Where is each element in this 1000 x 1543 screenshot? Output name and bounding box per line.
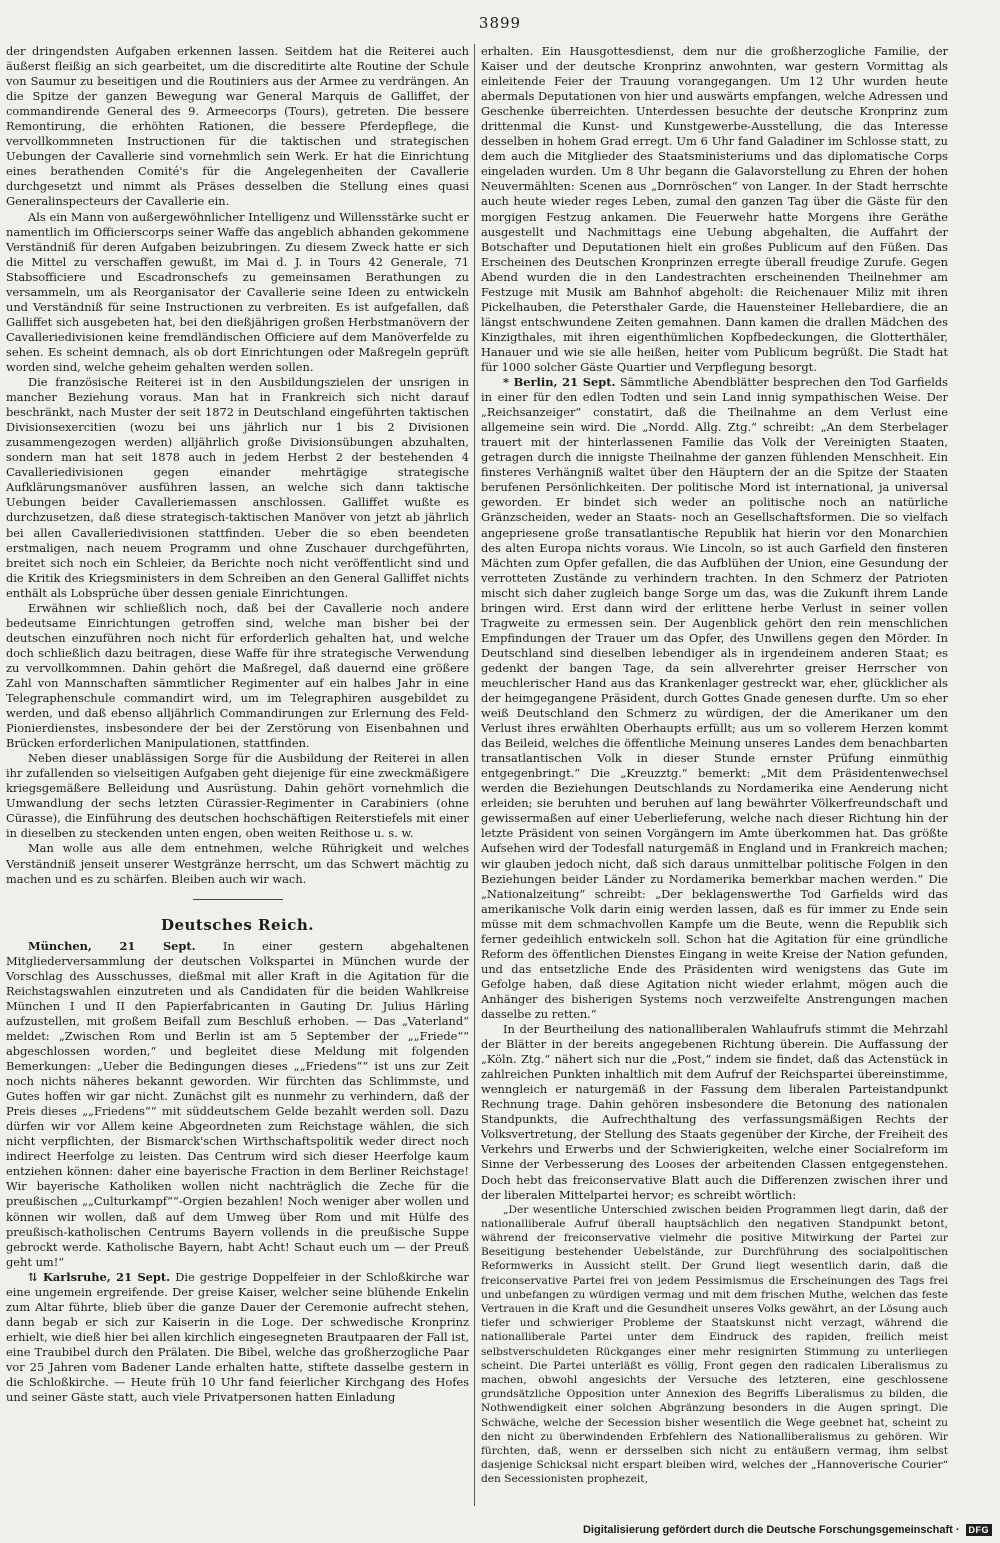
news-item-karlsruhe [6, 1270, 469, 1405]
column-divider [474, 44, 475, 1506]
right-column [481, 44, 948, 1506]
dateline: München, 21 Sept. [28, 938, 196, 953]
news-item-muenchen [6, 939, 469, 1270]
news-item-berlin [481, 375, 948, 1022]
article-paragraph: Neben dieser unablässigen Sorge für die Ausbildung der Reiterei in allen ihr zufallenden so vielseitigen Aufgaben geht diejenige für eine zweckmäßigere kriegsgemäßere Belleidung und Ausrüstung. Dahin gehört vornehmlich die Umwandlung der sechs letzten Cürassier-Regimenter in Carabiniers (ohne Cürasse), die Einführung des deutschen hochschäftigen Reiterstiefels mit einer in dieselben zu steckenden unten engen, oben weiten Reithose u. s. w. [6, 751, 469, 841]
news-text: Sämmtliche Abendblätter besprechen den Tod Garfields in einer für den edlen Todten und sein Land innig sympathischen Weise. Der „Reichsanzeiger“ constatirt, daß die Theilnahme an dem Verlust eine allgemeine sein wird. Die „Nordd. Allg. Ztg.“ schreibt: „An dem Sterbelager trauert mit der hinterlassenen Familie das Volk der Vereinigten Staaten, getragen durch die innigste Theilnahme der ganzen fühlenden Menschheit. Ein finsteres Verhängniß waltet über den Häuptern der an die Spitze der Staaten berufenen Persönlichkeiten. Der politische Mord ist international, ja universal geworden. Er bindet sich weder an politische noch an natürliche Gränzscheiden, weder an Staats- noch an Gesellschaftsformen. Die so vielfach angepriesene große transatlantische Republik hat hierin vor den Monarchien des alten Europa nichts voraus. Wie Lincoln, so ist auch Garfield den finsteren Mächten zum Opfer gefallen, die das Aufblühen der Union, eine Gesundung der verrotteten Zustände zu verhindern trachten. In den Schmerz der Patrioten mischt sich daher zugleich bange Sorge um das, was die Zukunft ihrem Lande bringen wird. Erst dann wird der erlittene herbe Verlust in seiner vollen Tragweite zu ermessen sein. Der Augenblick gehört den rein menschlichen Empfindungen der Trauer um das Opfer, des Unwillens gegen den Mörder. In Deutschland sind dieselben lebendiger als in irgendeinem anderen Staat; es gedenkt der bangen Tage, da sein allverehrter greiser Herrscher von meuchlerischer Hand aus das Krankenlager gestreckt war, eher, glücklicher als der heimgegangene Präsident, durch Gottes Gnade genesen durfte. Um so eher weiß Deutschland den Schmerz zu würdigen, der die Amerikaner um den Verlust ihres erwählten Oberhaupts erfüllt; aus um so vollerem Herzen kommt das Beileid, welches die öffentliche Meinung unseres Landes dem benachbarten transatlantischen Volk in dieser Stunde ernster Prüfung einmüthig entgegenbringt.“ Die „Kreuzztg.“ bemerkt: „Mit dem Präsidentenwechsel werden die Beziehungen Deutschlands zu Nordamerika eine Aenderung nicht erleiden; sie beruhten und beruhen auf lang bewährter Völkerfreundschaft und gewissermaßen auf einer Ueberlieferung, welche nach dieser Richtung hin der letzte Präsident von seinen Vorgängern im Amte überkommen hat. Das größte Aufsehen wird der Todesfall naturgemäß in England und in Frankreich machen; wir glauben jedoch nicht, daß sich daraus unmittelbar politische Folgen in den Beziehungen beider Länder zu Nordamerika bemerkbar machen werden.“ Die „Nationalzeitung“ schreibt: „Der beklagenswerthe Tod Garfields wird das amerikanische Volk darin einig werden lassen, daß es für immer zu Ende sein müsse mit dem schmachvollen Kampfe um die Beute, wenn die Republik sich ferner gedeihlich entwickeln soll. Schon hat die Agitation für eine gründliche Reform des öffentlichen Dienstes Eingang in weite Kreise der Nation gefunden, und das entsetzliche Ende des Präsidenten wird wenigstens das Gute im Gefolge haben, daß diese Agitation nicht wieder erlahmt, mögen auch die Anhänger des bisherigen Systems noch verzweifelte Anstrengungen machen dasselbe zu retten.“ [481, 375, 948, 1021]
article-paragraph: erhalten. Ein Hausgottesdienst, dem nur die großherzogliche Familie, der Kaiser und der deutsche Kronprinz anwohnten, war gestern Vormittag als einleitende Feier der Trauung vorangegangen. Um 12 Uhr wurden heute abermals Deputationen von hier und auswärts empfangen, welche Adressen und Geschenke überreichten. Unterdessen besuchte der deutsche Kronprinz zum drittenmal die Kunst- und Kunstgewerbe-Ausstellung, die das Interesse desselben in hohem Grad erregt. Um 6 Uhr fand Galadiner im Schlosse statt, zu dem auch die Mitglieder des Staatsministeriums und das diplomatische Corps eingeladen wurden. Um 8 Uhr begann die Galavorstellung zu Ehren der hohen Neuvermählten: Scenen aus „Dornröschen“ von Langer. In der Stadt herrschte auch heute wieder reges Leben, zumal den ganzen Tag über die Gäste für den morgigen Festzug ankamen. Die Feuerwehr hatte Morgens ihre Geräthe ausgestellt und Nachmittags eine Uebung abgehalten, die Auffahrt der Botschafter und Deputationen hielt ein großes Publicum auf den Füßen. Das Erscheinen des Deutschen Kronprinzen erregte überall freudige Zurufe. Gegen Abend wurden die in den Landestrachten erscheinenden Theilnehmer am Festzuge mit Musik am Bahnhof abgeholt: die Reichenauer Miliz mit ihren Pickelhauben, die Petersthaler Garde, die Hauensteiner Hellebardiere, die an längst entschwundene Zeiten gemahnen. Dann kamen die drallen Mädchen des Kinzigthales, mit ihren eigenthümlichen Kopfbedeckungen, die Glotterthäler, Hanauer und wie sie alle heißen, heiter vom Publicum begrüßt. Die Stadt hat für 1000 solcher Gäste Quartier und Verpflegung besorgt. [481, 44, 948, 374]
left-column [6, 44, 469, 1506]
dateline: * Berlin, 21 Sept. [503, 375, 616, 390]
news-text: Die gestrige Doppelfeier in der Schloßkirche war eine ungemein ergreifende. Der greise Kaiser, welcher seine blühende Enkelin zum Altar führte, blieb über die ganze Dauer der Ceremonie aufrecht stehen, dann begab er sich zur Kaiserin in die Loge. Der schwedische Kronprinz erhielt, wie dieß hier bei allen kirchlich eingesegneten Brautpaaren der Fall ist, eine Traubibel durch den Prälaten. Die Bibel, welche das großherzogliche Paar vor 25 Jahren vom Badener Lande erhalten hatte, stiftete dasselbe gestern in die Schloßkirche. — Heute früh 10 Uhr fand feierlicher Kirchgang des Hofes und seiner Gäste statt, auch viele Privatpersonen hatten Einladung [6, 1269, 469, 1405]
article-paragraph: Erwähnen wir schließlich noch, daß bei der Cavallerie noch andere bedeutsame Einrichtungen getroffen sind, welche man bisher bei der deutschen einzuführen noch nicht für erforderlich gehalten hat, und welche doch schließlich dazu beitragen, diese Waffe für ihre strategische Verwendung zu vervollkommnen. Dahin gehört die Maßregel, daß dauernd eine größere Zahl von Mannschaften sämmtlicher Regimenter auf ein halbes Jahr in eine Telegraphenschule commandirt wird, um im Telegraphiren ausgebildet zu werden, und daß ebenso alljährlich Commandirungen zur Erlernung des Feld-Pionierdienstes, insbesondere der bei der Zerstörung von Eisenbahnen und Brücken erforderlichen Manipulationen, stattfinden. [6, 600, 469, 751]
news-text: In einer gestern abgehaltenen Mitgliederversammlung der deutschen Volkspartei in München wurde der Vorschlag des Ausschusses, dießmal mit aller Kraft in die Agitation für die Reichstagswahlen einzutreten und als Candidaten für die beiden Wahlkreise München I und II den Papierfabricanten in Gauting Dr. Julius Härling aufzustellen, mit großem Beifall zum Beschluß erhoben. — Das „Vaterland“ meldet: „Zwischen Rom und Berlin ist am 5 September der „„Friede““ abgeschlossen worden,“ und begleitet diese Meldung mit folgenden Bemerkungen: „Ueber die Bedingungen dieses „„Friedens““ ist uns zur Zeit noch nichts näheres bekannt geworden. Wir fürchten das Schlimmste, und Gutes hoffen wir gar nicht. Zunächst gilt es nunmehr zu verhindern, daß der Preis dieses „„Friedens““ mit süddeutschem Gelde bezahlt werden soll. Dazu dürfen wir vor Allem keine Abgeordneten zum Reichstage wählen, die sich nicht verpflichten, der Bismarck'schen Wirthschaftspolitik weder direct noch indirect Heerfolge zu leisten. Das Centrum wird sich dieser Heerfolge kaum entziehen können: daher eine bayerische Fraction in dem Berliner Reichstage! Wir bayerische Katholiken wollen nicht nachträglich die Zeche für die preußischen „„Culturkampf““-Orgien bezahlen! Noch weniger aber wollen und können wir wollen, daß auf dem Umweg über Rom und mit Hülfe des preußisch-katholischen Centrums Bayern vollends in die preußische Suppe gebrockt werde. Katholische Bayern, habt Acht! Schaut euch um — der Preuß geht um!“ [6, 938, 469, 1269]
section-heading: Deutsches Reich. [160, 915, 315, 934]
digitization-footer [583, 1524, 992, 1536]
article-paragraph: In der Beurtheilung des nationalliberalen Wahlaufrufs stimmt die Mehrzahl der Blätter in der bereits angegebenen Richtung überein. Die Auffassung der „Köln. Ztg.“ nähert sich nur die „Post,“ indem sie findet, daß das Actenstück in zahlreichen Punkten inhaltlich mit dem Aufruf der Reichspartei übereinstimme, wenngleich er naturgemäß in der Fassung dem liberalen Parteistandpunkt Rechnung trage. Dahin gehören insbesondere die Betonung des nationalen Standpunkts, die Aufrechthaltung des verfassungsmäßigen Rechts der Volksvertretung, der Stellung des Staats gegenüber der Kirche, der Freiheit des Verkehrs und Erwerbs und der Schwierigkeiten, welche einer Socialreform im Sinne der Verbesserung des Looses der arbeitenden Classen entgegenstehen. Doch hebt das freiconservative Blatt auch die Differenzen zwischen ihrer und der liberalen Mittelpartei hervor; es schreibt wörtlich: [481, 1022, 948, 1202]
section-divider [193, 899, 283, 900]
page-number: 3899 [478, 14, 522, 32]
block-quote: „Der wesentliche Unterschied zwischen beiden Programmen liegt darin, daß der nationalliberale Aufruf überall hauptsächlich den negativen Standpunkt betont, während der freiconservative vielmehr die positive Mitwirkung der Partei zur Beseitigung bestehender Uebelstände, zur Durchführung des socialpolitischen Reformwerks in Aussicht stellt. Der Grund liegt wesentlich darin, daß die freiconservative Partei frei von jedem Pessimismus die Erscheinungen des Tags frei und unbefangen zu würdigen vermag und mit dem frischen Muthe, welchen das feste Vertrauen in die Kraft und die Gesundheit unseres Volks gewährt, an der Lösung auch tiefer und schwieriger Probleme der Staatskunst nicht verzagt, während die nationalliberale Partei unter dem Eindruck des rapiden, freilich meist selbstverschuldeten Rückganges einer mehr resignirten Stimmung zu unterliegen scheint. Die Partei unterläßt es völlig, Front gegen den radicalen Liberalismus zu machen, obwohl angesichts der Versuche des letzteren, eine geschlossene grundsätzliche Opposition unter Annexion des Begriffs Liberalismus zu bilden, die Nothwendigkeit einer solchen Abgränzung besonders in die Augen springt. Die Schwäche, welche der Secession bisher wesentlich die Wege geebnet hat, scheint zu den nicht zu überwindenden Erbfehlern des Nationalliberalismus zu gehören. Wir fürchten, daß, wenn er dersselben sich nicht zu entäußern vermag, ihm selbst dasjenige Schicksal nicht erspart bleiben wird, welches der „Hannoverische Courier“ den Secessionisten prophezeit, [481, 1203, 948, 1486]
article-paragraph: Man wolle aus alle dem entnehmen, welche Rührigkeit und welches Verständniß jenseit unserer Westgränze herrscht, um das Schwert mächtig zu machen und es zu schärfen. Bleiben auch wir wach. [6, 841, 469, 886]
article-paragraph: der dringendsten Aufgaben erkennen lassen. Seitdem hat die Reiterei auch äußerst fleißig an sich gearbeitet, um die discreditirte alte Routine der Schule von Saumur zu beseitigen und die Routiniers aus der Armee zu verdrängen. An die Spitze der ganzen Bewegung war General Marquis de Galliffet, der commandirende General des 9. Armeecorps (Tours), getreten. Die bessere Remontirung, die erhöhten Rationen, die bessere Pferdepflege, die vervollkommneten Instructionen für die taktischen und strategischen Uebungen der Cavallerie sind vornehmlich sein Werk. Er hat die Einrichtung eines berathenden Comité's für die Angelegenheiten der Cavallerie durchgesetzt und nimmt als Präses desselben die Stellung eines quasi Generalinspecteurs der Cavallerie ein. [6, 44, 469, 209]
footer-text: Digitalisierung gefördert durch die Deutsche Forschungsgemeinschaft · [582, 1524, 960, 1536]
article-paragraph: Die französische Reiterei ist in den Ausbildungszielen der unsrigen in mancher Beziehung voraus. Man hat in Frankreich sich nicht darauf beschränkt, nach Muster der seit 1872 in Deutschland eingeführten taktischen Divisionsexercitien (wozu bei uns jährlich nur 1 bis 2 Divisionen zusammengezogen werden) alljährlich große Divisionsübungen abzuhalten, sondern man hat seit 1878 auch in jedem Herbst 2 der bestehenden 4 Cavalleriedivisionen gegen einander mehrtägige strategische Aufklärungsmanöver ausführen lassen, an welche sich dann taktische Uebungen beider Cavalleriemassen anschlossen. Galliffet wußte es durchzusetzen, daß diese strategisch-taktischen Manöver von jetzt ab jährlich bei allen Cavalleriedivisionen stattfinden. Ueber die so eben beendeten erstmaligen, nach neuem Programm und ohne Zuschauer durchgeführten, breitet sich noch ein Schleier, da Berichte noch nicht veröffentlicht sind und die Kritik des Kriegsministers in dem Schreiben an den General Galliffet nichts enthält als Lobsprüche über dessen geniale Einrichtungen. [6, 375, 469, 600]
dateline: ⇅ Karlsruhe, 21 Sept. [28, 1269, 171, 1284]
article-paragraph: Als ein Mann von außergewöhnlicher Intelligenz und Willensstärke sucht er namentlich im Officierscorps seiner Waffe das angeblich abhanden gekommene Verständniß für deren Aufgaben beizubringen. Zu diesem Zweck hatte er sich die Mittel zu verschaffen gewußt, im Mai d. J. in Tours 42 Generale, 71 Stabsofficiere und Escadronschefs zu gemeinsamen Berathungen zu versammeln, um als Reorganisator der Cavallerie seine Ideen zu entwickeln und Verständniß für seine Instructionen zu verbreiten. Es ist aufgefallen, daß Galliffet sich ausgebeten hat, bei den dießjährigen großen Herbstmanövern der Cavalleriedivisionen keine fremdländischen Officiere auf dem Manöverfelde zu sehen. Es scheint demnach, als ob dort Einrichtungen oder Maßregeln geprüft worden sind, welche geheim gehalten werden sollen. [6, 209, 469, 374]
dfg-logo-icon: DFG [966, 1524, 993, 1536]
